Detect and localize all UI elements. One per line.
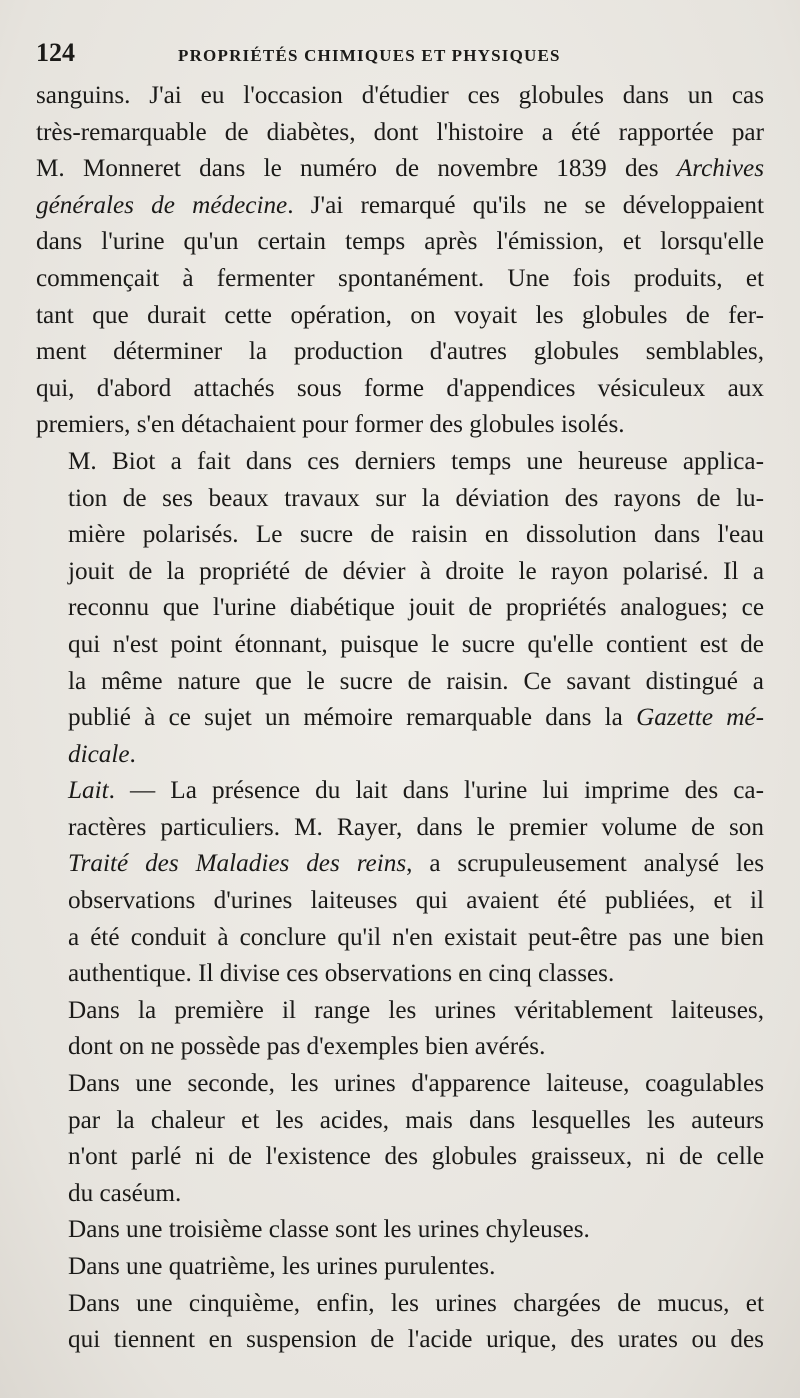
text-line xyxy=(36,773,764,810)
line-text: reconnu que l'urine diabétique jouit de propriétés analogues; ce xyxy=(68,594,764,622)
text-line xyxy=(36,627,764,664)
line-text: qui n'est point étonnant, puisque le sucre qu'elle contient est de xyxy=(68,630,764,658)
line-text: jouit de la propriété de dévier à droite le rayon polarisé. Il a xyxy=(68,557,764,585)
text-line xyxy=(36,883,764,920)
line-text: Dans une troisième classe sont les urines chyleuses. xyxy=(68,1216,590,1244)
line-text: a été conduit à conclure qu'il n'en existait peut-être pas une bien xyxy=(68,923,764,951)
paragraph xyxy=(36,1249,764,1286)
body-text xyxy=(36,78,764,1359)
line-text: Dans une quatrième, les urines purulentes. xyxy=(68,1253,496,1280)
text-line xyxy=(36,993,764,1030)
running-head xyxy=(36,38,764,78)
line-text: , a scrupuleusement analysé les xyxy=(406,850,764,878)
paragraph xyxy=(36,78,764,444)
text-line xyxy=(36,590,764,627)
line-text: tant que durait cette opération, on voyait les globules de fer- xyxy=(36,301,764,329)
paragraph xyxy=(36,993,764,1066)
text-line xyxy=(36,298,764,335)
line-text: . — La présence du lait dans l'urine lui imprime des ca- xyxy=(108,777,764,805)
line-text: n'ont parlé ni de l'existence des globules graisseux, ni de celle xyxy=(68,1143,764,1171)
paragraph xyxy=(36,1066,764,1212)
text-line xyxy=(36,554,764,591)
line-text: . xyxy=(129,740,136,768)
line-text: sanguins. J'ai eu l'occasion d'étudier ces globules dans un cas xyxy=(36,82,764,109)
line-text: authentique. Il divise ces observations en cinq classes. xyxy=(68,960,615,988)
italic-title: Traité des Maladies des reins xyxy=(68,850,407,878)
text-line xyxy=(36,224,764,261)
text-line xyxy=(36,261,764,298)
text-line xyxy=(36,920,764,957)
line-text: commençait à fermenter spontanément. Une fois produits, et xyxy=(36,264,764,292)
text-line xyxy=(36,1249,764,1286)
line-text: tion de ses beaux travaux sur la déviation des rayons de lu- xyxy=(68,484,764,512)
text-line xyxy=(36,444,764,481)
text-line xyxy=(36,407,764,444)
line-text: très-remarquable de diabètes, dont l'histoire a été rapportée par xyxy=(36,118,764,146)
text-line xyxy=(36,1212,764,1249)
text-line xyxy=(36,151,764,188)
line-text: par la chaleur et les acides, mais dans lesquelles les auteurs xyxy=(68,1106,764,1134)
italic-title: Lait xyxy=(68,777,109,805)
running-title: PROPRIÉTÉS CHIMIQUES ET PHYSIQUES xyxy=(178,46,561,65)
line-text: ractères particuliers. M. Rayer, dans le premier volume de son xyxy=(68,813,764,841)
text-line xyxy=(36,371,764,408)
text-line xyxy=(36,481,764,518)
line-text: dont on ne possède pas d'exemples bien avérés. xyxy=(68,1033,546,1061)
text-line xyxy=(36,956,764,993)
line-text: Dans une seconde, les urines d'apparence laiteuse, coagulables xyxy=(68,1070,764,1098)
text-line xyxy=(36,1176,764,1213)
paragraph xyxy=(36,1212,764,1249)
line-text: M. Monneret dans le numéro de novembre 1839 des xyxy=(36,155,677,183)
line-text: qui tiennent en suspension de l'acide urique, des urates ou des xyxy=(68,1326,764,1354)
line-text: publié à ce sujet un mémoire remarquable dans la xyxy=(68,704,637,732)
line-text: Dans la première il range les urines véritablement laiteuses, xyxy=(68,996,764,1024)
text-line xyxy=(36,700,764,737)
line-text: observations d'urines laiteuses qui avaient été publiées, et il xyxy=(68,887,764,915)
italic-title: dicale xyxy=(68,740,130,768)
paragraph xyxy=(36,444,764,773)
line-text: mière polarisés. Le sucre de raisin en dissolution dans l'eau xyxy=(68,521,764,549)
line-text: ment déterminer la production d'autres globules semblables, xyxy=(36,338,764,366)
line-text: la même nature que le sucre de raisin. Ce savant distingué a xyxy=(68,667,764,695)
text-line xyxy=(36,517,764,554)
text-line xyxy=(36,1066,764,1103)
page-number: 124 xyxy=(36,38,75,67)
line-text: dans l'urine qu'un certain temps après l'émission, et lorsqu'elle xyxy=(36,228,764,256)
italic-title: générales de médecine xyxy=(36,191,288,219)
line-text: premiers, s'en détachaient pour former des globules isolés. xyxy=(36,411,625,439)
text-line xyxy=(36,1286,764,1323)
text-line xyxy=(36,334,764,371)
text-line xyxy=(36,846,764,883)
line-text: Dans une cinquième, enfin, les urines chargées de mucus, et xyxy=(68,1289,764,1317)
text-line xyxy=(36,664,764,701)
text-line xyxy=(36,1103,764,1140)
line-text: qui, d'abord attachés sous forme d'appendices vésiculeux aux xyxy=(36,374,764,402)
text-line xyxy=(36,737,764,774)
text-line xyxy=(36,1322,764,1359)
text-line xyxy=(36,1029,764,1066)
line-text: M. Biot a fait dans ces derniers temps une heureuse applica- xyxy=(68,447,764,475)
paragraph xyxy=(36,773,764,993)
line-text: . J'ai remarqué qu'ils ne se développaient xyxy=(287,191,764,219)
text-line xyxy=(36,810,764,847)
text-line xyxy=(36,188,764,225)
italic-title: Archives xyxy=(676,155,764,183)
line-text: du caséum. xyxy=(68,1179,182,1207)
paragraph xyxy=(36,1286,764,1359)
italic-title: Gazette mé- xyxy=(636,704,764,732)
text-line xyxy=(36,115,764,152)
text-line xyxy=(36,1139,764,1176)
text-line xyxy=(36,78,764,115)
